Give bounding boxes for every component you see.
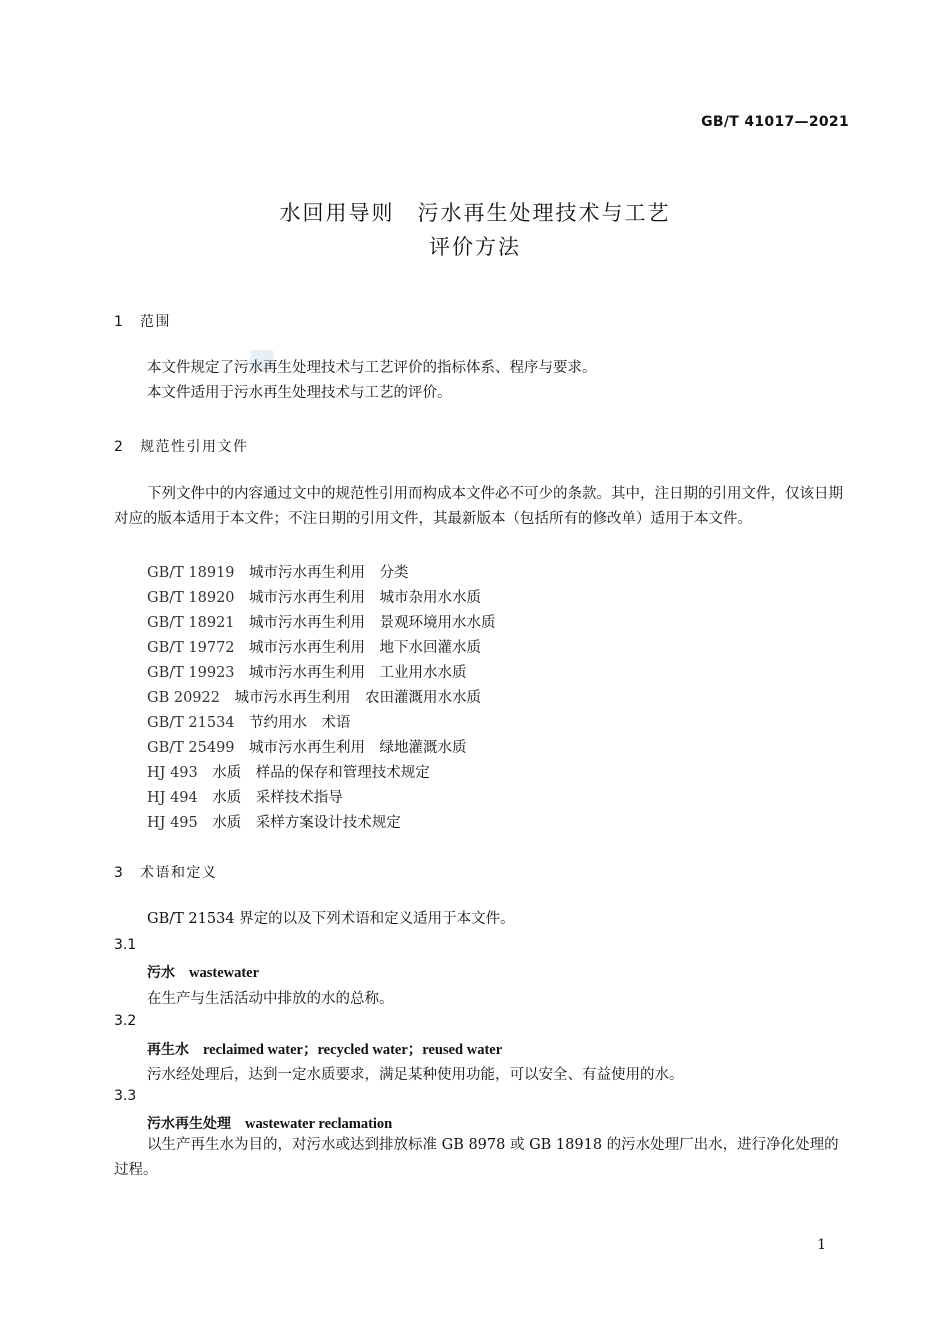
reference-title: 城市污水再生利用 工业用水水质 xyxy=(249,665,467,681)
reference-item xyxy=(147,586,481,607)
clause-number: 3.2 xyxy=(114,1013,137,1029)
reference-title: 城市污水再生利用 农田灌溉用水水质 xyxy=(234,690,481,706)
term-definition: 在生产与生活活动中排放的水的总称。 xyxy=(147,991,394,1007)
term-english: wastewater xyxy=(189,965,260,981)
reference-item xyxy=(147,661,467,682)
section-title: 范围 xyxy=(140,314,171,330)
reference-item xyxy=(147,786,343,807)
page-number: 1 xyxy=(817,1237,826,1253)
reference-item xyxy=(147,636,481,657)
paragraph: GB/T 21534 界定的以及下列术语和定义适用于本文件。 xyxy=(147,911,515,927)
section-number: 3 xyxy=(114,865,125,881)
section-number: 1 xyxy=(114,314,125,330)
term-chinese: 再生水 xyxy=(147,1042,189,1058)
reference-item xyxy=(147,761,430,782)
term-definition: 污水经处理后，达到一定水质要求，满足某种使用功能，可以安全、有益使用的水。 xyxy=(147,1067,684,1083)
reference-title: 水质 样品的保存和管理技术规定 xyxy=(212,765,430,781)
term-english: wastewater reclamation xyxy=(245,1116,393,1132)
reference-title: 城市污水再生利用 城市杂用水水质 xyxy=(249,590,482,606)
reference-code: GB/T 25499 xyxy=(147,740,235,756)
reference-code: GB/T 18920 xyxy=(147,590,235,606)
standard-code: GB/T 41017—2021 xyxy=(701,114,849,130)
term-entry xyxy=(147,1038,502,1059)
section-heading-3 xyxy=(114,862,218,882)
reference-title: 城市污水再生利用 分类 xyxy=(249,565,409,581)
paragraph: 本文件规定了污水再生处理技术与工艺评价的指标体系、程序与要求。 xyxy=(147,360,597,376)
term-entry xyxy=(147,962,259,982)
reference-code: GB 20922 xyxy=(147,690,220,706)
term-definition: 以生产再生水为目的，对污水或达到排放标准 GB 8978 或 GB 18918 的污水处理厂出水，进行净化处理的过程。 xyxy=(114,1137,839,1178)
reference-title: 水质 采样技术指导 xyxy=(212,790,343,806)
reference-title: 节约用水 术语 xyxy=(249,715,351,731)
reference-title: 城市污水再生利用 地下水回灌水质 xyxy=(249,640,482,656)
term-chinese: 污水 xyxy=(147,965,175,981)
reference-item xyxy=(147,686,481,707)
term-english: reclaimed water；recycled water；reused water xyxy=(203,1042,503,1058)
reference-item xyxy=(147,736,467,757)
reference-code: HJ 495 xyxy=(147,815,198,831)
clause-number: 3.1 xyxy=(114,937,137,953)
reference-item xyxy=(147,611,496,632)
reference-item xyxy=(147,711,351,732)
section-heading-2 xyxy=(114,436,249,456)
reference-code: GB/T 21534 xyxy=(147,715,235,731)
document-title-line1: 水回用导则 污水再生处理技术与工艺 xyxy=(279,201,671,225)
reference-code: HJ 494 xyxy=(147,790,198,806)
clause-number: 3.3 xyxy=(114,1088,137,1104)
section-title: 术语和定义 xyxy=(140,865,218,881)
document-title-line2: 评价方法 xyxy=(429,235,521,259)
reference-code: HJ 493 xyxy=(147,765,198,781)
reference-code: GB/T 18921 xyxy=(147,615,235,631)
reference-title: 城市污水再生利用 景观环境用水水质 xyxy=(249,615,496,631)
paragraph: 下列文件中的内容通过文中的规范性引用而构成本文件必不可少的条款。其中，注日期的引用文件，仅该日期对应的版本适用于本文件；不注日期的引用文件，其最新版本（包括所有的修改单）适用于本文件。 xyxy=(114,486,843,527)
reference-code: GB/T 19772 xyxy=(147,640,235,656)
reference-code: GB/T 18919 xyxy=(147,565,235,581)
section-heading-1 xyxy=(114,311,171,331)
reference-item xyxy=(147,811,401,832)
paragraph: 本文件适用于污水再生处理技术与工艺的评价。 xyxy=(147,385,452,401)
section-number: 2 xyxy=(114,439,125,455)
reference-code: GB/T 19923 xyxy=(147,665,235,681)
reference-title: 水质 采样方案设计技术规定 xyxy=(212,815,401,831)
section-title: 规范性引用文件 xyxy=(140,439,249,455)
reference-item xyxy=(147,561,409,582)
term-entry xyxy=(147,1113,392,1133)
reference-title: 城市污水再生利用 绿地灌溉水质 xyxy=(249,740,467,756)
term-chinese: 污水再生处理 xyxy=(147,1116,231,1132)
